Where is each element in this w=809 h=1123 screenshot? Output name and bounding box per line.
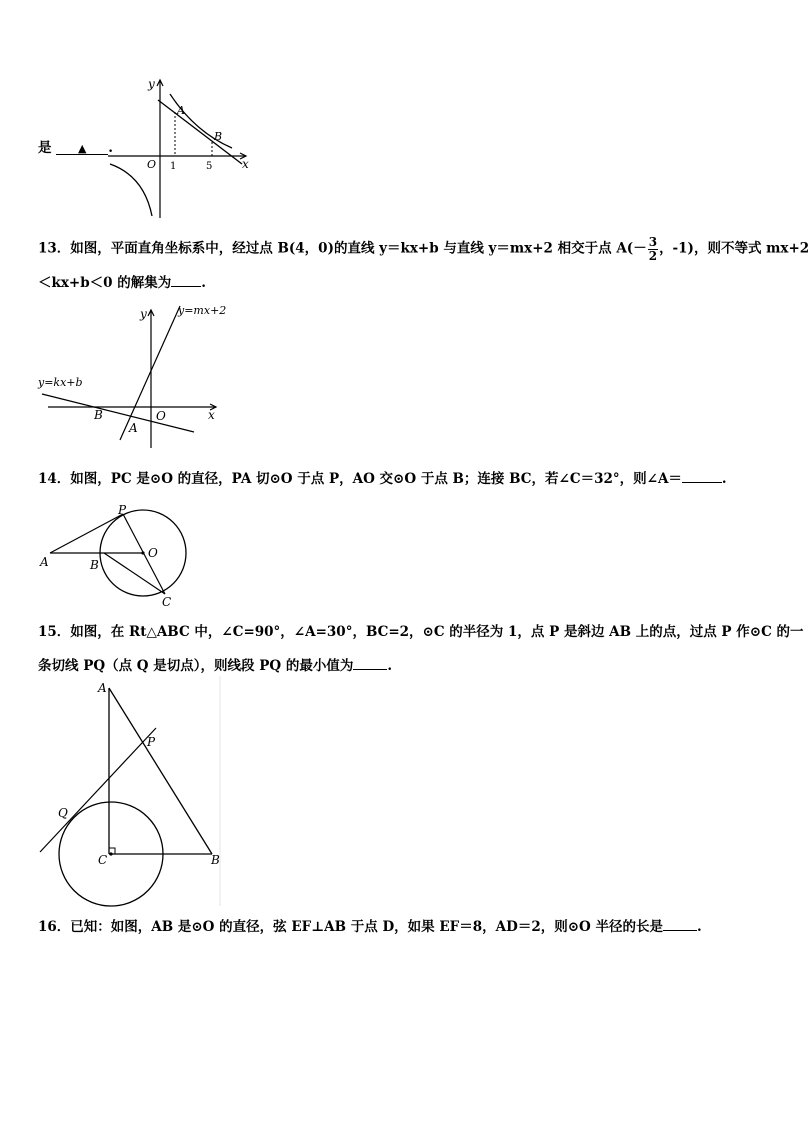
q12-tick-1: 1: [170, 161, 177, 172]
q15-text-1: 15．如图，在 Rt△ABC 中，∠C=90°，∠A=30°，BC=2，⊙C 的半径为 1，点 P 是斜边 AB 上的点，过点 P 作⊙C 的一: [38, 624, 804, 640]
q12-hyperbola-branch-1: [170, 94, 232, 148]
q16-answer-blank: [663, 918, 697, 931]
q12-tick-5: 5: [206, 161, 213, 172]
q14-answer-blank: [682, 470, 722, 483]
q13-end: .: [201, 275, 206, 291]
q14-label-P: P: [118, 503, 127, 517]
q15-end: .: [387, 658, 393, 674]
q14-end: .: [721, 471, 727, 487]
q15-answer-blank: [353, 657, 387, 670]
q13-line1: [38, 236, 809, 262]
q12-prefix: 是: [38, 140, 52, 156]
q14-text: 14．如图，PC 是⊙O 的直径，PA 切⊙O 于点 P，AO 交⊙O 于点 B；连接 BC，若∠C＝32°，则∠A＝: [38, 471, 682, 487]
q13-label-A: A: [129, 421, 138, 435]
q14-label-C: C: [162, 595, 172, 609]
q12-suffix: .: [108, 140, 113, 156]
q13-label-x: x: [208, 408, 215, 422]
triangle-icon: ▲: [77, 142, 87, 155]
q13-answer-blank: [171, 274, 201, 287]
q14-label-B: B: [90, 558, 99, 572]
q14-graph: [36, 500, 196, 612]
q16-line: [38, 918, 702, 935]
q16-text: 16．已知：如图，AB 是⊙O 的直径，弦 EF⊥AB 于点 D，如果 EF＝8，AD＝2，则⊙O 半径的长是: [38, 919, 663, 935]
q15-label-B: B: [211, 853, 220, 867]
q12-label-A: A: [177, 104, 185, 117]
q12-graph: [100, 72, 260, 222]
q13-line-k: [42, 394, 194, 432]
q13-fraction: [648, 236, 658, 262]
q12-hyperbola-branch-3: [110, 164, 152, 216]
q13-text-b: ，-1)，则不等式 mx+2: [659, 240, 809, 257]
q16-end: .: [696, 919, 702, 935]
q14-label-A: A: [40, 555, 49, 569]
q13-frac-den: 2: [648, 248, 658, 263]
q13-line2: [38, 274, 206, 291]
q14-line: [38, 470, 727, 487]
q15-tangent-line: [40, 728, 156, 852]
q12-label-O: O: [147, 158, 157, 171]
q13-text-a: 13．如图，平面直角坐标系中，经过点 B(4，0)的直线 y＝kx+b 与直线 y＝mx+2 相交于点 A(－: [38, 240, 647, 257]
q15-label-P: P: [147, 735, 156, 749]
q13-label-B: B: [94, 408, 103, 422]
q15-text-2: 条切线 PQ（点 Q 是切点），则线段 PQ 的最小值为: [38, 658, 354, 674]
q13-line-m: [120, 306, 180, 440]
q15-label-C: C: [98, 853, 108, 867]
q12-label-x: x: [242, 157, 249, 171]
q13-label-y: y: [140, 307, 147, 321]
q12-label-y: y: [148, 77, 155, 91]
q15-line2: [38, 657, 392, 674]
q15-label-Q: Q: [58, 806, 68, 820]
q13-label-line-k: y=kx+b: [38, 376, 83, 389]
q12-line: [158, 100, 242, 164]
q15-line1: [38, 626, 804, 640]
q15-graph: [34, 676, 224, 906]
q12-label-B: B: [214, 130, 223, 143]
q13-frac-num: 3: [648, 235, 658, 249]
q15-label-A: A: [98, 681, 107, 695]
q13-label-O: O: [156, 409, 166, 423]
q13-label-line-m: y=mx+2: [178, 304, 227, 317]
q13-graph: [34, 298, 234, 448]
q14-label-O: O: [148, 546, 158, 560]
q13-text-c: ＜kx+b＜0 的解集为: [38, 275, 172, 291]
